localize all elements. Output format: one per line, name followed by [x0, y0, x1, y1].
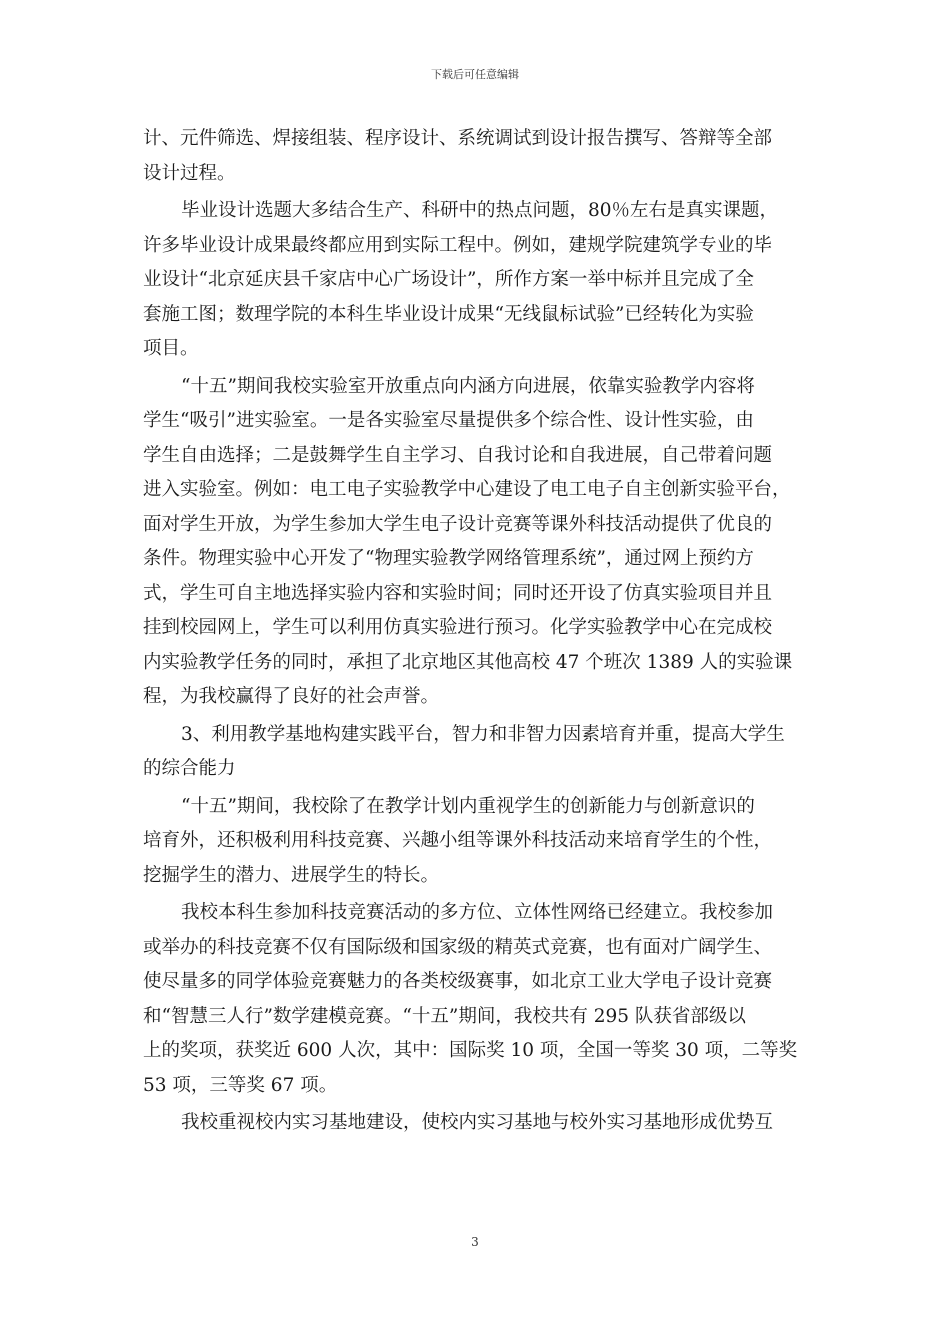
- text-line: 计、元件筛选、焊接组装、程序设计、系统调试到设计报告撰写、答辩等全部: [143, 128, 773, 149]
- text-line: 毕业设计选题大多结合生产、科研中的热点问题，80％左右是真实课题，: [181, 200, 779, 221]
- text-line: 程，为我校赢得了良好的社会声誉。: [143, 686, 440, 707]
- text-line: 我校重视校内实习基地建设，使校内实习基地与校外实习基地形成优势互: [181, 1112, 774, 1133]
- text-line: 挖掘学生的潜力、进展学生的特长。: [143, 864, 440, 886]
- paragraph-continuation: [143, 122, 811, 191]
- paragraph-lab-opening: [143, 370, 811, 715]
- text-line: 53 项，三等奖 67 项。: [143, 1074, 338, 1096]
- text-line: 的综合能力: [143, 758, 236, 779]
- text-line: 上的奖项，获奖近 600 人次，其中：国际奖 10 项，全国一等奖 30 项，二等奖: [143, 1040, 798, 1061]
- text-line: 学生自由选择；二是鼓舞学生自主学习、自我讨论和自我进展，自己带着问题: [143, 444, 773, 466]
- section-heading-3: [143, 718, 811, 787]
- text-line: 或举办的科技竞赛不仅有国际级和国家级的精英式竞赛，也有面对广阔学生、: [143, 936, 773, 958]
- text-line: 使尽量多的同学体验竞赛魅力的各类校级赛事，如北京工业大学电子设计竞赛: [143, 971, 773, 992]
- text-line: 内实验教学任务的同时，承担了北京地区其他高校 47 个班次 1389 人的实验课: [143, 651, 793, 673]
- paragraph-competitions: [143, 896, 811, 1103]
- paragraph-graduation-design: [143, 194, 811, 367]
- paragraph-internship-base: [143, 1106, 811, 1141]
- document-body: [143, 122, 811, 1141]
- text-line: 和“智慧三人行”数学建模竞赛。“十五”期间，我校共有 295 队获省部级以: [143, 1005, 746, 1027]
- text-line: 面对学生开放，为学生参加大学生电子设计竞赛等课外科技活动提供了优良的: [143, 513, 773, 535]
- text-line: “十五”期间，我校除了在教学计划内重视学生的创新能力与创新意识的: [181, 795, 755, 817]
- text-line: 套施工图；数理学院的本科生毕业设计成果“无线鼠标试验”已经转化为实验: [143, 303, 754, 325]
- text-line: 我校本科生参加科技竞赛活动的多方位、立体性网络已经建立。我校参加: [181, 902, 774, 923]
- text-line: 进入实验室。例如：电工电子实验教学中心建设了电工电子自主创新实验平台，: [143, 479, 791, 500]
- page-number: 3: [471, 1235, 479, 1249]
- text-line: 3、利用教学基地构建实践平台，智力和非智力因素培育并重，提高大学生: [181, 723, 785, 745]
- text-line: 挂到校园网上，学生可以利用仿真实验进行预习。化学实验教学中心在完成校: [143, 617, 773, 638]
- text-line: 项目。: [143, 338, 199, 359]
- text-line: 培育外，还积极利用科技竞赛、兴趣小组等课外科技活动来培育学生的个性，: [143, 830, 773, 851]
- page-footer: [0, 1235, 950, 1249]
- text-line: 许多毕业设计成果最终都应用到实际工程中。例如，建规学院建筑学专业的毕: [143, 234, 773, 256]
- text-line: 式，学生可自主地选择实验内容和实验时间；同时还开设了仿真实验项目并且: [143, 582, 773, 604]
- header-note: 下载后可任意编辑: [431, 68, 519, 81]
- text-line: 学生“吸引”进实验室。一是各实验室尽量提供多个综合性、设计性实验，由: [143, 410, 754, 431]
- text-line: “十五”期间我校实验室开放重点向内涵方向进展，依靠实验教学内容将: [181, 375, 755, 397]
- paragraph-innovation: [143, 790, 811, 894]
- page-header: [0, 66, 950, 82]
- text-line: 条件。物理实验中心开发了“物理实验教学网络管理系统”，通过网上预约方: [143, 548, 754, 569]
- text-line: 设计过程。: [143, 162, 236, 184]
- text-line: 业设计“北京延庆县千家店中心广场设计”，所作方案一举中标并且完成了全: [143, 269, 754, 290]
